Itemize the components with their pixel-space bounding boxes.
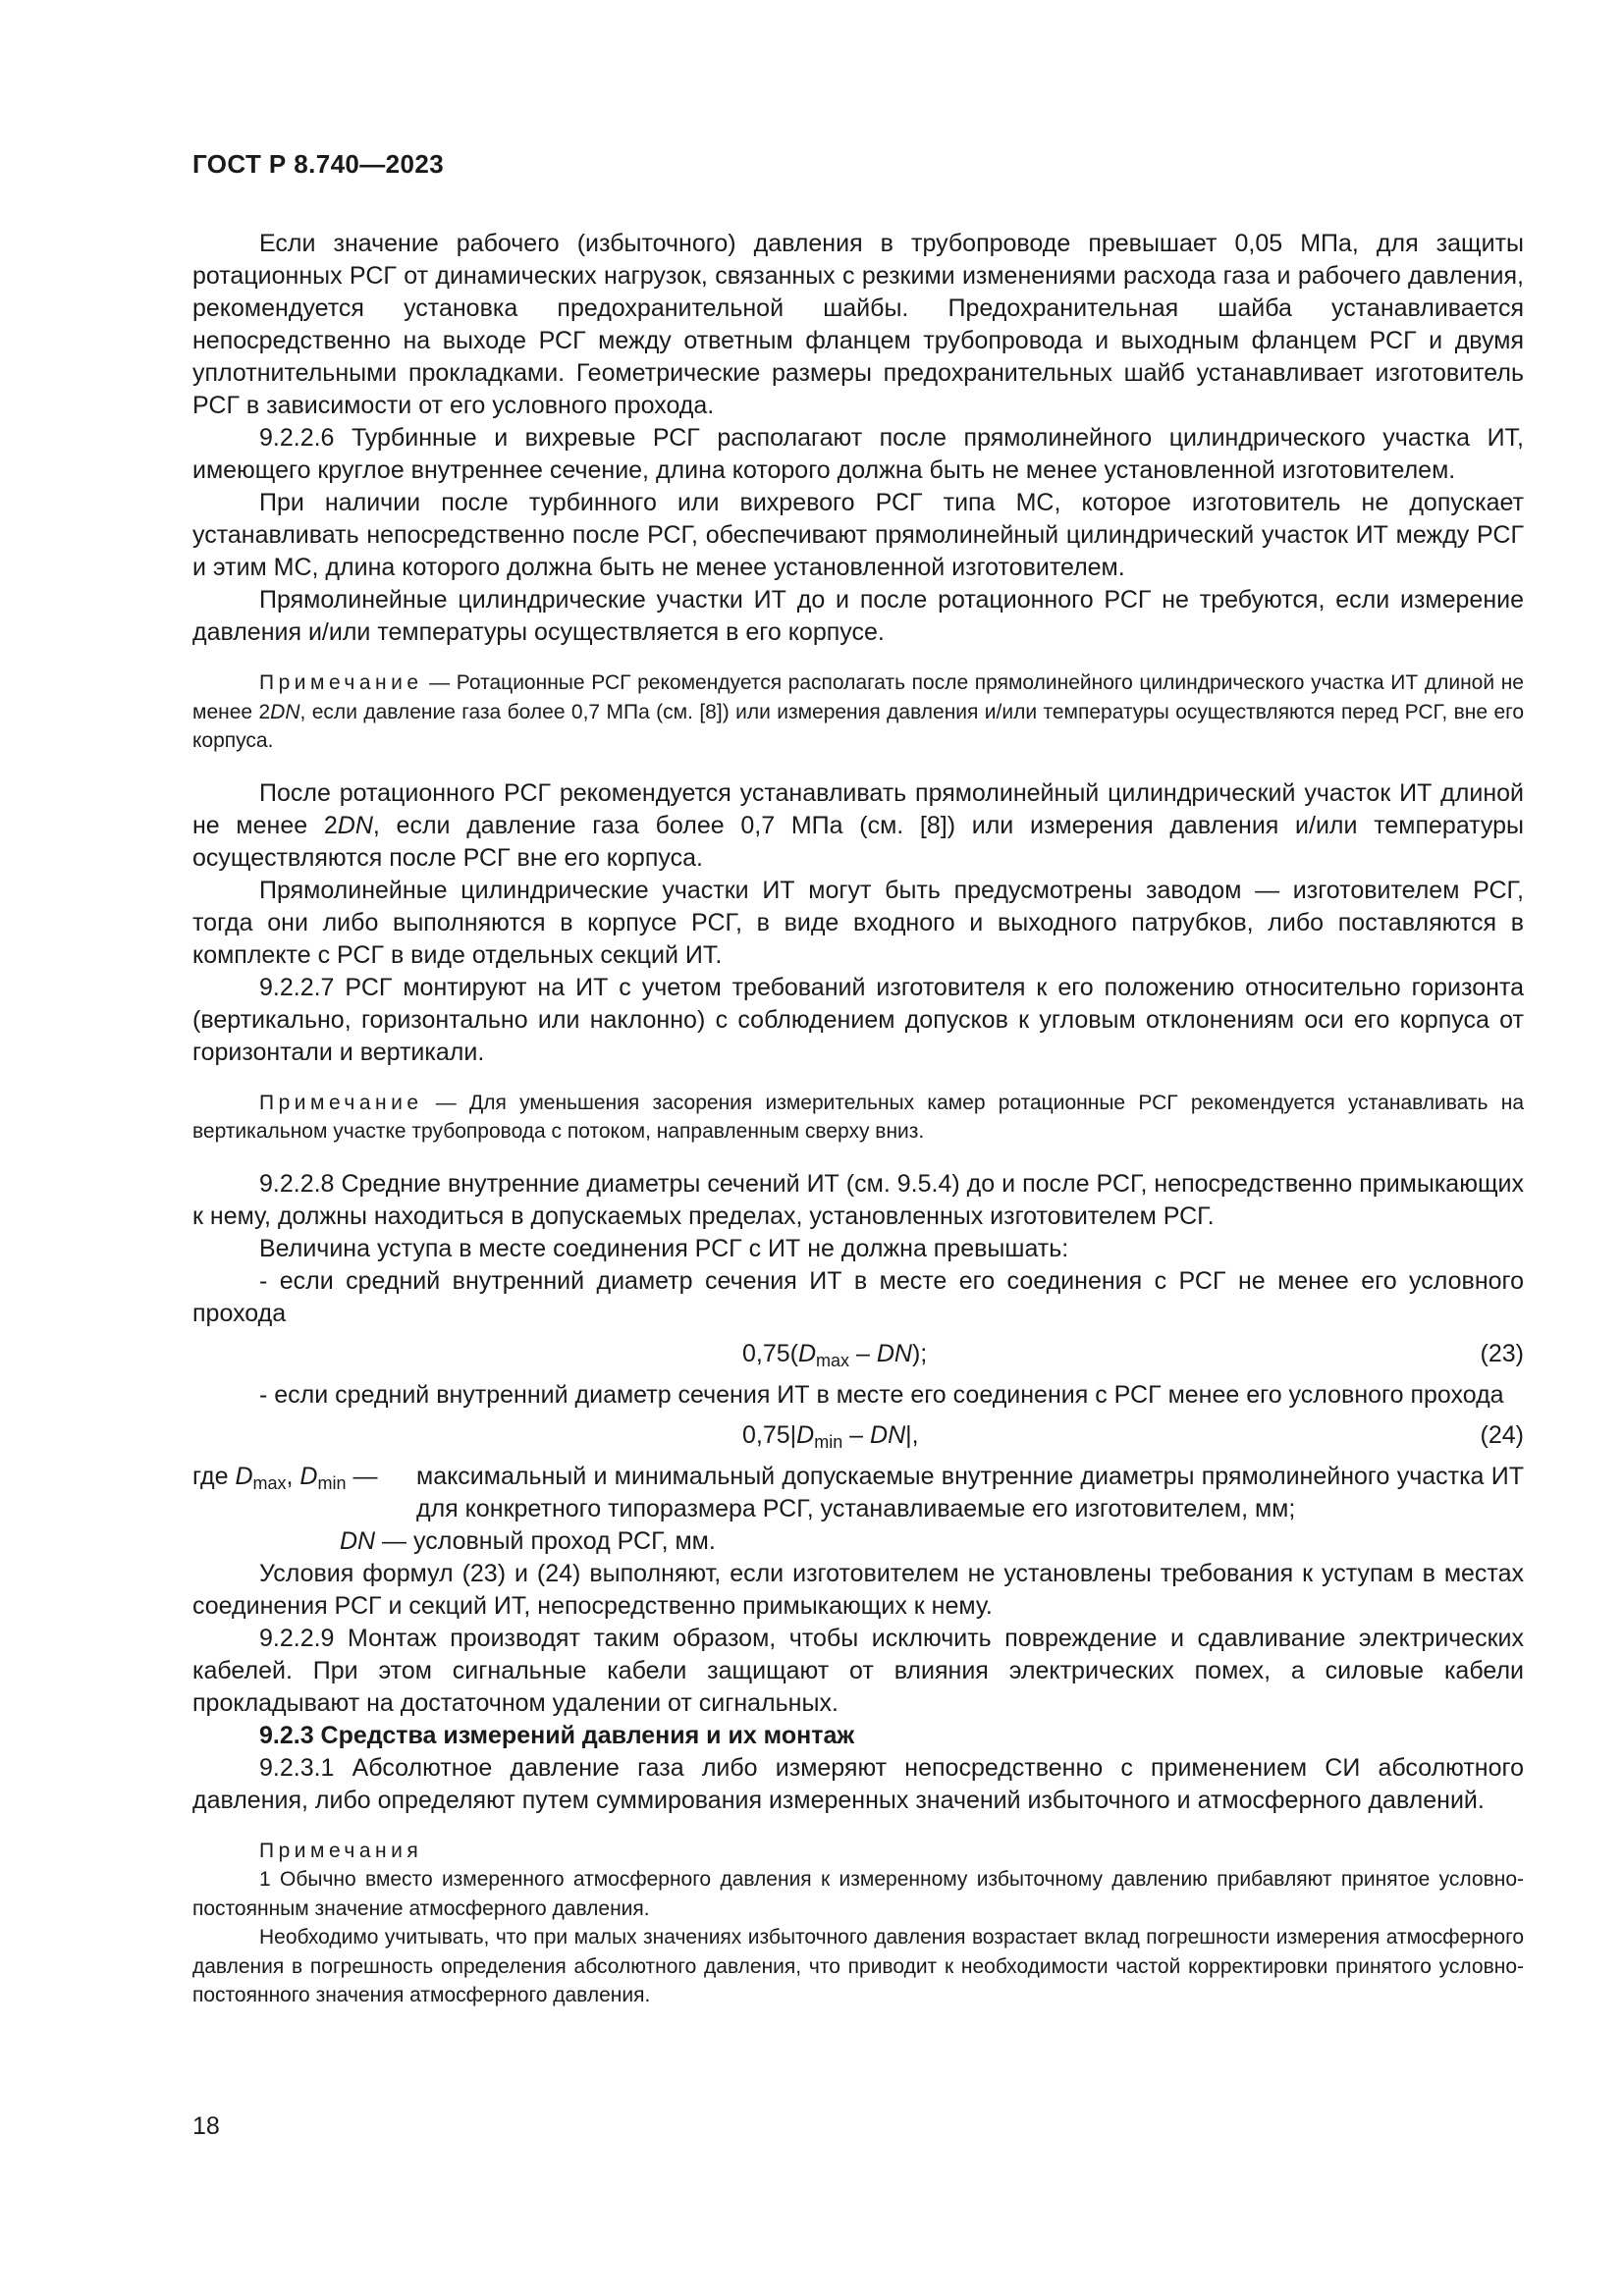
where-definition-dn: DN — условный проход РСГ, мм. [340, 1526, 716, 1555]
note-vertical-install: Примечание — Для уменьшения засорения измерительных камер ротационные РСГ рекомендуется устанавливать на вертикальном участке трубопровода с потоком, направленным сверху вниз. [192, 1091, 1524, 1143]
paragraph-9-2-2-9: 9.2.2.9 Монтаж производят таким образом, чтобы исключить повреждение и сдавливание электрических кабелей. При этом сигнальные кабели защищают от влияния электрических помех, а силовые кабели прокладывают на достаточном удалении от сигнальных. [192, 1624, 1524, 1717]
formula-number: (23) [1480, 1339, 1524, 1367]
paragraph: После ротационного РСГ рекомендуется устанавливать прямолинейный цилиндрический участок ИТ длиной не менее 2DN, если давление газа более 0,7 МПа (см. [8]) или измерения давления и/или температуры осуществляются после РСГ вне его корпуса. [192, 778, 1524, 872]
page-number: 18 [192, 2112, 220, 2140]
paragraph: Величина уступа в месте соединения РСГ с ИТ не должна превышать: [259, 1234, 1069, 1262]
note-label: Примечание [259, 671, 423, 694]
where-symbols: где $D_{max}$, $D_{min}$ — [192, 1462, 378, 1493]
where-definition-d: максимальный и минимальный допускаемые внутренние диаметры прямолинейного участка ИТ для конкретного типоразмера РСГ, устанавливаемые его изготовителем, мм; [416, 1462, 1524, 1522]
paragraph-9-2-3-1: 9.2.3.1 Абсолютное давление газа либо измеряют непосредственно с применением СИ абсолютного давления, либо определяют путем суммирования измеренных значений избыточного и атмосферного давлений. [192, 1753, 1524, 1814]
note-1: 1 Обычно вместо измеренного атмосферного давления к измеренному избыточному давлению прибавляют принятое условно-постоянным значение атмосферного давления. [192, 1868, 1524, 1920]
paragraph: Условия формул (23) и (24) выполняют, если изготовителем не установлены требования к уступам в местах соединения РСГ и секций ИТ, непосредственно примыкающих к нему. [192, 1559, 1524, 1620]
formula-number: (24) [1480, 1420, 1524, 1449]
paragraph-9-2-2-7: 9.2.2.7 РСГ монтируют на ИТ с учетом требований изготовителя к его положению относительно горизонта (вертикально, горизонтально или наклонно) с соблюдением допусков к угловым отклонениям оси его корпуса от горизонтали и вертикали. [192, 973, 1524, 1066]
document-header: ГОСТ Р 8.740—2023 [192, 149, 445, 179]
paragraph-9-2-2-6: 9.2.2.6 Турбинные и вихревые РСГ располагают после прямолинейного цилиндрического участка ИТ, имеющего круглое внутреннее сечение, длина которого должна быть не менее установленной изготовителем. [192, 424, 1524, 484]
paragraph: Если значение рабочего (избыточного) давления в трубопроводе превышает 0,05 МПа, для защиты ротационных РСГ от динамических нагрузок, связанных с резкими изменениями расхода газа и рабочего давления, рекомендуется установка предохранительной шайбы. Предохранительная шайба устанавливается непосредственно на выходе РСГ между ответным фланцем трубопровода и выходным фланцем РСГ и двумя уплотнительными прокладками. Геометрические размеры предохранительных шайб устанавливает изготовитель РСГ в зависимости от его условного прохода. [192, 230, 1524, 419]
notes-heading: Примечания [259, 1839, 423, 1862]
paragraph: Прямолинейные цилиндрические участки ИТ до и после ротационного РСГ не требуются, если измерение давления и/или температуры осуществляется в его корпусе. [192, 586, 1524, 646]
document-page [192, 147, 1524, 2010]
paragraph: - если средний внутренний диаметр сечения ИТ в месте его соединения с РСГ менее его условного прохода [259, 1380, 1504, 1409]
section-heading-9-2-3: 9.2.3 Средства измерений давления и их монтаж [259, 1721, 855, 1749]
formula-expression: $0,75|D_{min} - DN|$, [742, 1420, 919, 1452]
note-label: Примечание [259, 1091, 423, 1114]
formula-23 [192, 1332, 1524, 1375]
paragraph-9-2-2-8: 9.2.2.8 Средние внутренние диаметры сечений ИТ (см. 9.5.4) до и после РСГ, непосредственно примыкающих к нему, должны находиться в допускаемых пределах, установленных изготовителем РСГ. [192, 1169, 1524, 1230]
formula-24 [192, 1414, 1524, 1457]
paragraph: При наличии после турбинного или вихревого РСГ типа МС, которое изготовитель не допускает устанавливать непосредственно после РСГ, обеспечивают прямолинейный цилиндрический участок ИТ между РСГ и этим МС, длина которого должна быть не менее установленной изготовителем. [192, 489, 1524, 581]
formula-expression: $0,75(D_{max} - DN)$; [742, 1339, 928, 1370]
variable-definitions [192, 1461, 1524, 1558]
paragraph: - если средний внутренний диаметр сечения ИТ в месте его соединения с РСГ не менее его условного прохода [192, 1266, 1524, 1327]
note-continuation: Необходимо учитывать, что при малых значениях избыточного давления возрастает вклад погрешности измерения атмосферного давления в погрешность определения абсолютного давления, что приводит к необходимости частой корректировки принятого условно-постоянного значения атмосферного давления. [192, 1926, 1524, 2006]
paragraph: Прямолинейные цилиндрические участки ИТ могут быть предусмотрены заводом — изготовителем РСГ, тогда они либо выполняются в корпусе РСГ, в виде входного и выходного патрубков, либо поставляются в комплекте с РСГ в виде отдельных секций ИТ. [192, 876, 1524, 969]
note-rotary-placement: Примечание — Ротационные РСГ рекомендуется располагать после прямолинейного цилиндрического участка ИТ длиной не менее 2DN, если давление газа более 0,7 МПа (см. [8]) или измерения давления и/или температуры осуществляются перед РСГ, вне его корпуса. [192, 671, 1525, 752]
